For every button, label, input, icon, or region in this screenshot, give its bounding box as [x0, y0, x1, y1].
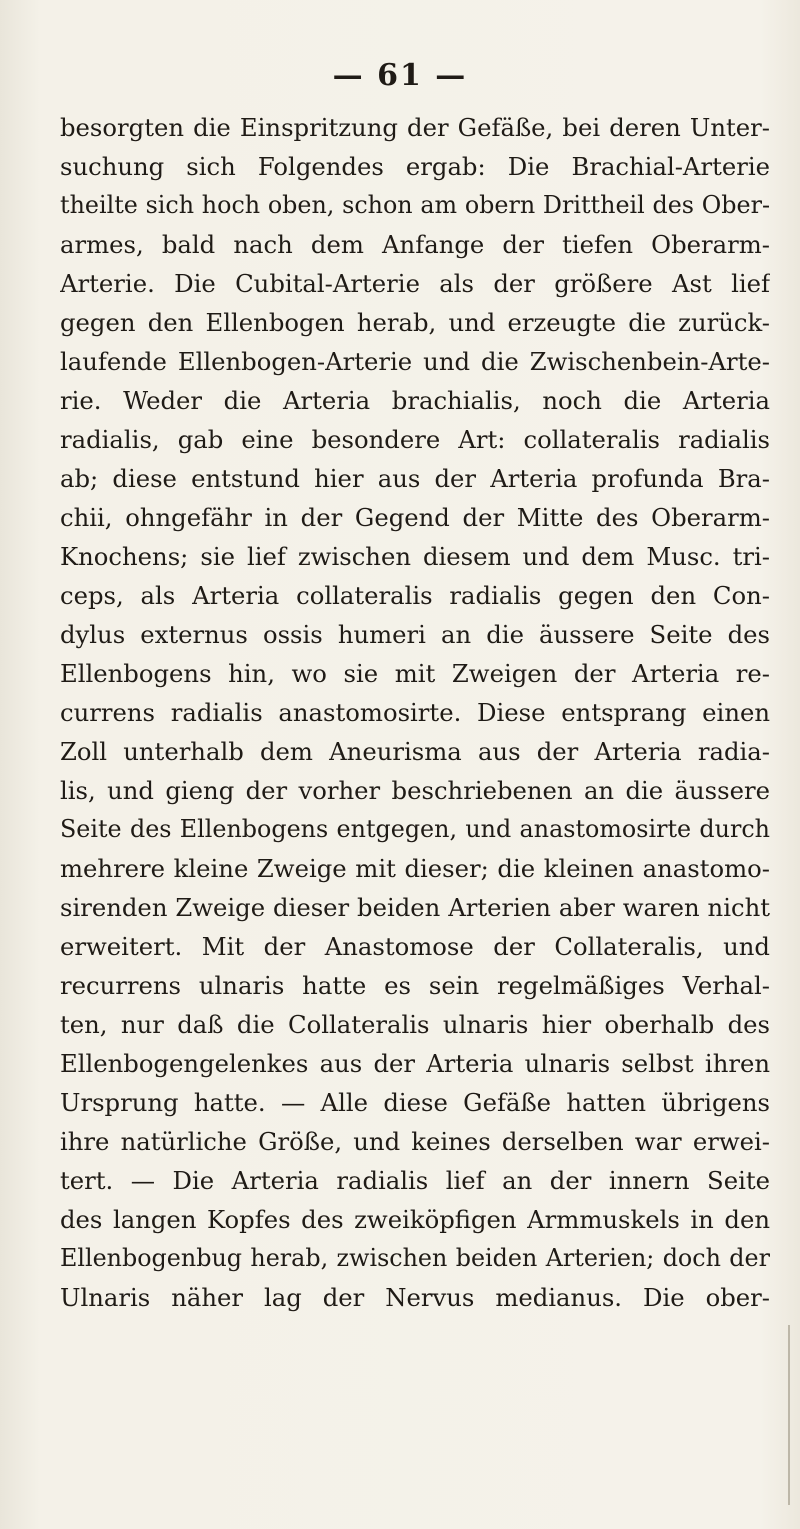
- text-line: theilte sich hoch oben, schon am obern Drittheil des Ober-: [60, 191, 770, 219]
- text-line: chii, ohngefähr in der Gegend der Mitte des Oberarm-: [60, 503, 770, 532]
- text-line: Seite des Ellenbogens entgegen, und anastomosirte durch: [60, 815, 770, 843]
- page-edge-mark: [788, 1325, 790, 1505]
- text-line: Ellenbogens hin, wo sie mit Zweigen der Arteria re-: [60, 659, 770, 688]
- text-line: laufende Ellenbogen-Arterie und die Zwischenbein-Arte-: [60, 347, 770, 376]
- text-line: Zoll unterhalb dem Aneurisma aus der Arteria radia-: [60, 737, 770, 766]
- page-number: — 61 —: [332, 58, 468, 93]
- text-line: rie. Weder die Arteria brachialis, noch die Arteria: [60, 386, 770, 415]
- text-line: sirenden Zweige dieser beiden Arterien aber waren nicht: [60, 893, 770, 922]
- text-line: tert. — Die Arteria radialis lief an der innern Seite: [60, 1166, 770, 1195]
- text-line: besorgten die Einspritzung der Gefäße, bei deren Unter-: [60, 113, 770, 142]
- text-line: Ursprung hatte. — Alle diese Gefäße hatten übrigens: [60, 1088, 770, 1117]
- text-line: Ellenbogengelenkes aus der Arteria ulnaris selbst ihren: [60, 1049, 770, 1078]
- text-line: lis, und gieng der vorher beschriebenen an die äussere: [60, 776, 770, 805]
- text-line: des langen Kopfes des zweiköpfigen Armmuskels in den: [60, 1205, 770, 1234]
- text-line: gegen den Ellenbogen herab, und erzeugte die zurück-: [60, 308, 770, 337]
- text-line: currens radialis anastomosirte. Diese entsprang einen: [60, 698, 770, 727]
- text-line: dylus externus ossis humeri an die äussere Seite des: [60, 620, 770, 649]
- text-line: radialis, gab eine besondere Art: collateralis radialis: [60, 425, 770, 454]
- text-line: ihre natürliche Größe, und keines derselben war erwei-: [60, 1127, 770, 1156]
- text-line: Ulnaris näher lag der Nervus medianus. Die ober-: [60, 1283, 770, 1312]
- text-line: ceps, als Arteria collateralis radialis gegen den Con-: [60, 581, 770, 610]
- text-line: suchung sich Folgendes ergab: Die Brachial-Arterie: [60, 152, 770, 181]
- text-line: Knochens; sie lief zwischen diesem und dem Musc. tri-: [60, 542, 770, 571]
- body-text: [60, 108, 770, 1317]
- text-line: ten, nur daß die Collateralis ulnaris hier oberhalb des: [60, 1010, 770, 1039]
- text-line: Ellenbogenbug herab, zwischen beiden Arterien; doch der: [60, 1244, 770, 1272]
- text-line: erweitert. Mit der Anastomose der Collateralis, und: [60, 932, 770, 961]
- text-line: Arterie. Die Cubital-Arterie als der größere Ast lief: [60, 269, 770, 298]
- text-line: armes, bald nach dem Anfange der tiefen Oberarm-: [60, 230, 770, 259]
- text-line: mehrere kleine Zweige mit dieser; die kleinen anastomo-: [60, 854, 770, 883]
- text-line: ab; diese entstund hier aus der Arteria profunda Bra-: [60, 464, 770, 493]
- text-line: recurrens ulnaris hatte es sein regelmäßiges Verhal-: [60, 971, 770, 1000]
